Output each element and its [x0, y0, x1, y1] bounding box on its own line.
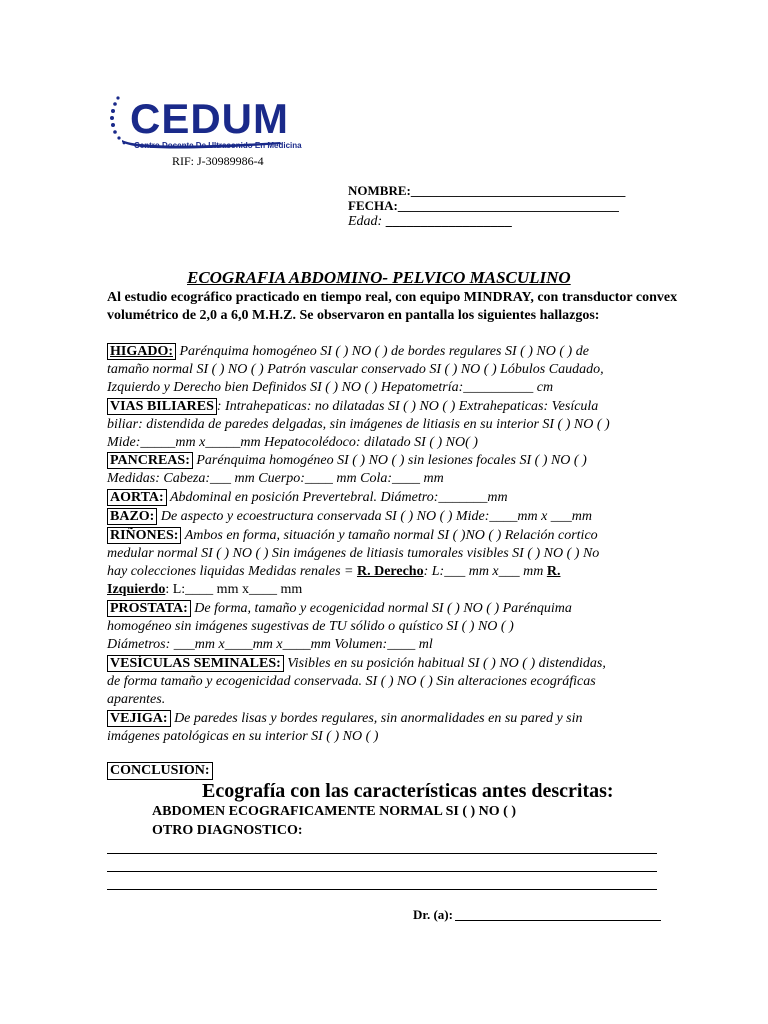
rinones-text: : L:___ mm x___ mm [423, 564, 547, 579]
vesiculas-label: VESÍCULAS SEMINALES: [107, 655, 284, 672]
diagnosis-line-1[interactable] [107, 853, 657, 854]
nombre-field[interactable]: NOMBRE:_________________________________ [348, 183, 626, 198]
vesiculas-line-2: de forma tamaño y ecogenicidad conservada. SI ( ) NO ( ) Sin alteraciones ecográficas [107, 674, 596, 689]
vesiculas-text: Visibles en su posición habitual SI ( ) NO ( ) distendidas, [283, 656, 606, 671]
rinones-line-3 [107, 563, 560, 581]
vejiga-text: De paredes lisas y bordes regulares, sin anormalidades en su pared y sin [170, 711, 583, 726]
rinon-derecho-label: R. Derecho [356, 564, 424, 579]
doctor-signature-line[interactable] [455, 920, 661, 921]
rinon-izquierdo-label-2: Izquierdo [107, 582, 166, 597]
report-title: ECOGRAFIA ABDOMINO- PELVICO MASCULINO [187, 268, 571, 287]
vias-line-2: biliar: distendida de paredes delgadas, sin imágenes de litiasis en su interior SI ( ) NO ( ) [107, 417, 610, 432]
higado-line-1 [107, 343, 589, 361]
vias-text: : Intrahepaticas: no dilatadas SI ( ) NO ( ) Extrahepaticas: Vesícula [216, 399, 599, 414]
rinones-text: : L:____ mm x____ mm [165, 582, 303, 597]
pancreas-label: PANCREAS: [107, 452, 193, 469]
intro-line: Al estudio ecográfico practicado en tiempo real, con equipo MINDRAY, con transductor convex [107, 290, 678, 305]
higado-text: Parénquima homogéneo SI ( ) NO ( ) de bordes regulares SI ( ) NO ( ) de [176, 344, 589, 359]
otro-diagnostico-label: OTRO DIAGNOSTICO: [152, 823, 303, 838]
vias-line-1 [107, 398, 598, 416]
logo-subtitle: Centro Docente De Ultrasonido En Medicina [134, 141, 302, 150]
intro-paragraph [107, 289, 677, 325]
rinones-text: hay colecciones liquidas Medidas renales = [107, 564, 357, 579]
conclusion-label: CONCLUSION: [107, 762, 213, 780]
higado-line-3: Izquierdo y Derecho bien Definidos SI ( ) NO ( ) Hepatometría:__________ cm [107, 380, 554, 395]
vias-line-3: Mide:_____mm x_____mm Hepatocolédoco: dilatado SI ( ) NO( ) [107, 435, 478, 450]
rinones-line-2: medular normal SI ( ) NO ( ) Sin imágenes de litiasis tumorales visibles SI ( ) NO ( ) No [107, 546, 600, 561]
doctor-signature-label: Dr. (a): [413, 907, 453, 922]
rinon-izquierdo-label: R. [546, 564, 561, 579]
diagnosis-line-2[interactable] [107, 871, 657, 872]
abdomen-normal-option[interactable]: ABDOMEN ECOGRAFICAMENTE NORMAL SI ( ) NO ( ) [152, 804, 516, 819]
higado-label: HIGADO: [107, 343, 176, 360]
vesiculas-line-1 [107, 655, 606, 673]
higado-line-2: tamaño normal SI ( ) NO ( ) Patrón vascular conservado SI ( ) NO ( ) Lóbulos Caudado, [107, 362, 604, 377]
pancreas-line-1 [107, 452, 587, 470]
bazo-text: De aspecto y ecoestructura conservada SI ( ) NO ( ) Mide:____mm x ___mm [157, 509, 593, 524]
bazo-label: BAZO: [107, 508, 157, 525]
rif-number: RIF: J-30989986-4 [172, 154, 264, 168]
prostata-line-2: homogéneo sin imágenes sugestivas de TU sólido o quístico SI ( ) NO ( ) [107, 619, 514, 634]
bazo-line [107, 508, 592, 526]
edad-field[interactable] [348, 214, 512, 230]
rinones-line-4 [107, 581, 302, 599]
pancreas-text: Parénquima homogéneo SI ( ) NO ( ) sin lesiones focales SI ( ) NO ( ) [192, 453, 587, 468]
rinones-line-1 [107, 527, 598, 545]
intro-line: volumétrico de 2,0 a 6,0 M.H.Z. Se observaron en pantalla los siguientes hallazgos: [107, 308, 600, 323]
vesiculas-line-3: aparentes. [107, 692, 166, 707]
diagnosis-line-3[interactable] [107, 889, 657, 890]
vias-label: VIAS BILIARES [107, 398, 217, 415]
vejiga-line-2: imágenes patológicas en su interior SI ( ) NO ( ) [107, 729, 379, 744]
fecha-field[interactable]: FECHA:__________________________________ [348, 198, 619, 213]
vejiga-label: VEJIGA: [107, 710, 171, 727]
logo-wordmark: CEDUM [130, 95, 289, 142]
rinones-label: RIÑONES: [107, 527, 181, 544]
edad-blank: __________________ [385, 214, 512, 229]
aorta-text: Abdominal en posición Prevertebral. Diámetro:_______mm [166, 490, 508, 505]
conclusion-heading: Ecografía con las características antes descritas: [202, 780, 614, 802]
rinones-text: Ambos en forma, situación y tamaño normal SI ( )NO ( ) Relación cortico [181, 528, 598, 543]
aorta-line [107, 489, 508, 507]
vejiga-line-1 [107, 710, 583, 728]
aorta-label: AORTA: [107, 489, 167, 506]
pancreas-line-2: Medidas: Cabeza:___ mm Cuerpo:____ mm Cola:____ mm [107, 471, 444, 486]
prostata-line-1 [107, 600, 572, 618]
prostata-text: De forma, tamaño y ecogenicidad normal SI ( ) NO ( ) Parénquima [190, 601, 572, 616]
prostata-line-3: Diámetros: ___mm x____mm x____mm Volumen:____ ml [107, 637, 433, 652]
prostata-label: PROSTATA: [107, 600, 191, 617]
edad-label: Edad: [348, 214, 383, 229]
